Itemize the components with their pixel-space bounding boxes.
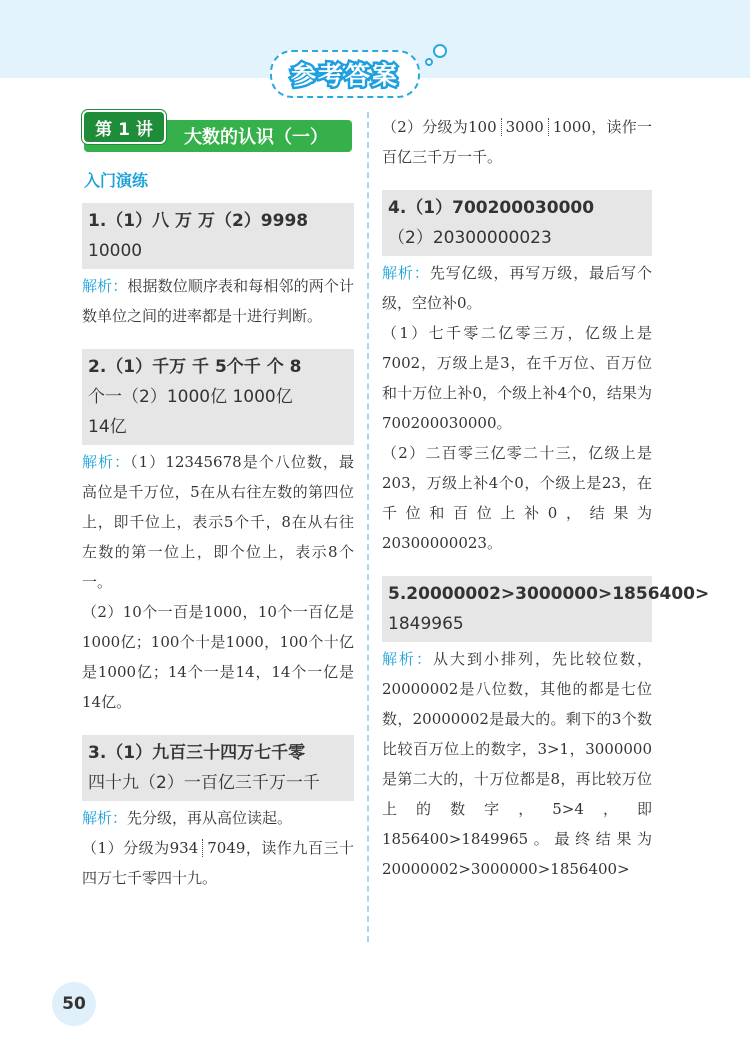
q4-part1: （1）七千零二亿零三万，亿级上是7002，万级上是3，在千万位、百万位和十万位上补0，个级上补4个0，结果为700200030000。 (382, 324, 652, 432)
q2-answer-line: 14亿 (88, 417, 127, 437)
q5-answer (382, 576, 710, 642)
q3-explanation (82, 803, 354, 833)
section-label: 入门演练 (84, 171, 149, 190)
q5-answer-line: 5.20000002>3000000>1856400> (388, 584, 710, 604)
q3-part2-c: 1000，读作一百亿三千万一千。 (382, 118, 652, 166)
q4-part2: （2）二百零三亿零二十三，亿级上是203，万级上补4个0，个级上是23，在千位和百位上补0，结果为20300000023。 (382, 444, 652, 552)
q3-part1-b: 7049，读作九百三十四万七千零四十九。 (82, 839, 354, 887)
answer-title-badge (270, 50, 430, 100)
bubble-icon (433, 44, 447, 58)
q3-part1 (82, 833, 354, 893)
q4-answer-line: （2）20300000023 (388, 228, 552, 248)
q4-explanation (382, 258, 652, 318)
q2-answer (82, 349, 354, 445)
explain-text: （1）12345678是个八位数，最高位是千万位，5在从右往左数的第四位上，即千位上，表示5个千，8在从右往左数的第一位上，即个位上，表示8个一。 (82, 453, 354, 591)
explain-text: 根据数位顺序表和每相邻的两个计数单位之间的进率都是十进行判断。 (82, 277, 354, 325)
lecture-tag: 第 1 讲 (82, 110, 166, 144)
explain-label: 解析： (82, 453, 131, 471)
q5-answer-line: 1849965 (388, 614, 464, 634)
explain-text: 从大到小排列，先比较位数，20000002是八位数，其他的都是七位数，20000002是最大的。剩下的3个数比较百万位上的数字，3>1，3000000是第二大的，十万位都是8，再比较万位上的数字，5>4，即1856400>1849965。最终结果为20000002>3000000>1856400> (382, 650, 652, 878)
column-divider (367, 112, 369, 942)
q1-answer-line: 1.（1）八 万 万（2）9998 (88, 211, 309, 231)
explain-text: 先写亿级，再写万级，最后写个级，空位补0。 (382, 264, 652, 312)
q2-answer-line: 2.（1）千万 千 5个千 个 8 (88, 357, 302, 377)
bubble-small-icon (425, 58, 433, 66)
lecture-header (82, 110, 354, 154)
page-title: 参考答案 (290, 61, 399, 90)
explain-text: 先分级，再从高位读起。 (127, 809, 293, 827)
explain-label: 解析： (382, 650, 433, 668)
q2-explanation-part2: （2）10个一百是1000，10个一百亿是1000亿；100个十是1000，100个十亿是1000亿；14个一是14，14个一亿是14亿。 (82, 603, 354, 711)
q4-answer-line: 4.（1）700200030000 (388, 198, 595, 218)
q1-explanation (82, 271, 354, 331)
explain-label: 解析： (82, 277, 128, 295)
q3-answer (82, 735, 354, 801)
lecture-title: 大数的认识（一） (84, 120, 352, 152)
q5-explanation (382, 644, 652, 884)
q2-answer-line: 个一（2）1000亿 1000亿 (88, 387, 293, 407)
q3-answer-line: 3.（1）九百三十四万七千零 (88, 743, 306, 763)
q3-part2-b: 3000 (505, 118, 544, 136)
q3-answer-line: 四十九（2）一百亿三千万一千 (88, 773, 320, 793)
left-column (82, 110, 354, 893)
q1-answer (82, 203, 354, 269)
explain-label: 解析： (382, 264, 430, 282)
title-box (270, 50, 420, 98)
q4-answer (382, 190, 652, 256)
explain-label: 解析： (82, 809, 128, 827)
q1-answer-line: 10000 (88, 241, 143, 261)
q3-part1-a: （1）分级为934 (82, 839, 199, 857)
page-number: 50 (52, 982, 96, 1026)
q3-part2-a: （2）分级为100 (382, 118, 497, 136)
level-separator (202, 839, 203, 857)
level-separator (548, 118, 549, 136)
q2-explanation (82, 447, 354, 597)
right-column (382, 112, 710, 884)
q3-part2 (382, 112, 652, 172)
level-separator (501, 118, 502, 136)
